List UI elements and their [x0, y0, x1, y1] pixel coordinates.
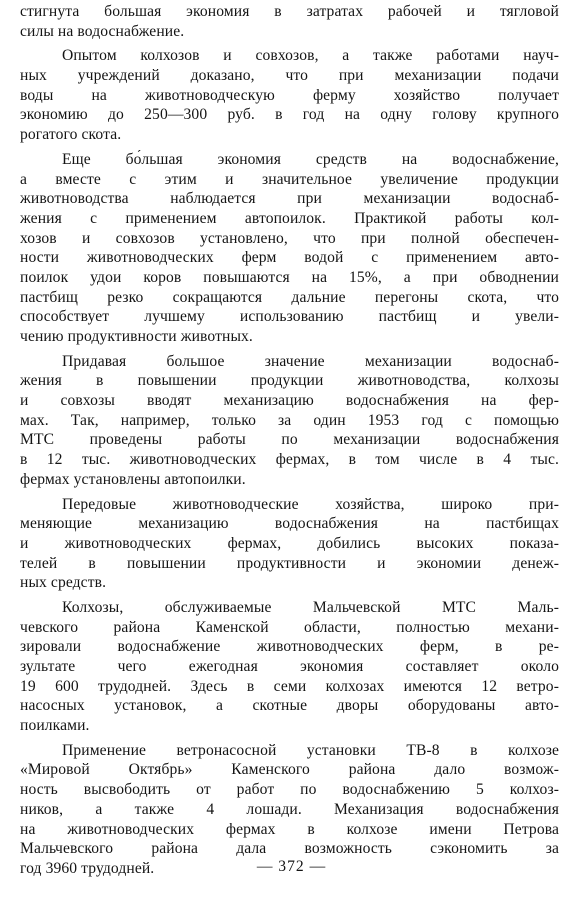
- text-line: и животноводческих фермах, добились высоких показа-: [20, 534, 559, 552]
- text-line: год 3960 трудодней.: [20, 859, 155, 877]
- paragraph: [20, 150, 559, 347]
- text-line: поилками.: [20, 717, 90, 735]
- text-line: 19 600 трудодней. Здесь в семи колхозах имеются 12 ветро-: [20, 677, 559, 695]
- text-line: поилок удои коров повышаются на 15%, а при обводнении: [20, 268, 559, 286]
- text-line: силы на водоснабжение.: [20, 22, 185, 40]
- text-line: меняющие механизацию водоснабжения на пастбищах: [20, 515, 559, 533]
- text-line: экономию до 250—300 руб. в год на одну голову крупного: [20, 106, 559, 124]
- text-line: «Мировой Октябрь» Каменского района дало возмож-: [20, 761, 559, 779]
- text-line: животноводства наблюдается при механизации водоснаб-: [20, 190, 559, 208]
- text-line: Колхозы, обслуживаемые Мальчевской МТС Маль-: [62, 598, 559, 616]
- text-line: зировали водоснабжение животноводческих ферм, в ре-: [20, 638, 559, 656]
- text-line: зультате чего ежегодная экономия составляет около: [20, 658, 559, 675]
- text-line: способствует лучшему использованию пастбищ и увели-: [20, 308, 559, 326]
- text-line: Придавая большое значение механизации водоснаб-: [62, 352, 559, 370]
- text-line: ность высвободить от работ по водоснабжению 5 колхоз-: [20, 781, 559, 799]
- text-line: стигнута большая экономия в затратах рабочей и тягловой: [20, 3, 559, 20]
- text-line: ных средств.: [20, 574, 107, 592]
- text-line: фермах установлены автопоилки.: [20, 470, 246, 488]
- text-line: Еще бо́льшая экономия средств на водоснабжение,: [62, 150, 559, 168]
- text-line: телей в повышении продуктивности и экономии денеж-: [20, 554, 559, 572]
- text-line: в 12 тыс. животноводческих фермах, в том числе в 4 тыс.: [20, 451, 559, 469]
- text-line: Опытом колхозов и совхозов, а также работами науч-: [62, 47, 559, 65]
- text-line: а вместе с этим и значительное увеличение продукции: [20, 170, 559, 188]
- text-line: Передовые животноводческие хозяйства, широко при-: [62, 495, 559, 513]
- paragraph: [20, 2, 559, 41]
- text-line: насосных установок, а скотные дворы оборудованы авто-: [20, 697, 559, 715]
- text-line: мах. Так, например, только за один 1953 год с помощью: [20, 411, 559, 429]
- text-line: воды на животноводческую ферму хозяйство получает: [20, 86, 559, 104]
- text-body: [20, 2, 559, 879]
- text-line: пастбищ резко сокращаются дальние перегоны скота, что: [20, 288, 559, 306]
- text-line: ных учреждений доказано, что при механизации подачи: [20, 67, 559, 85]
- paragraph: [20, 46, 559, 144]
- text-line: жения с применением автопоилок. Практикой работы кол-: [20, 209, 559, 227]
- text-line: хозов и совхозов установлено, что при полной обеспечен-: [20, 229, 559, 247]
- text-line: Применение ветронасосной установки ТВ-8 в колхозе: [62, 741, 559, 759]
- text-line: на животноводческих фермах в колхозе имени Петрова: [20, 820, 559, 838]
- text-line: чению продуктивности животных.: [20, 328, 253, 345]
- text-line: жения в повышении продукции животноводства, колхозы: [20, 372, 559, 390]
- text-line: и совхозы вводят механизацию водоснабжения на фер-: [20, 392, 559, 410]
- text-line: Мальчевского района дала возможность сэкономить за: [20, 840, 559, 858]
- text-line: МТС проведены работы по механизации водоснабжения: [20, 431, 559, 449]
- text-line: чевского района Каменской области, полностью механи-: [20, 618, 559, 636]
- text-line: рогатого скота.: [20, 126, 122, 144]
- paragraph: [20, 598, 559, 736]
- page-number: — 372 —: [256, 858, 327, 875]
- paragraph: [20, 495, 559, 593]
- paragraph: [20, 352, 559, 490]
- text-line: ности животноводческих ферм водой с применением авто-: [20, 249, 559, 267]
- text-line: ников, а также 4 лошади. Механизация водоснабжения: [20, 800, 559, 818]
